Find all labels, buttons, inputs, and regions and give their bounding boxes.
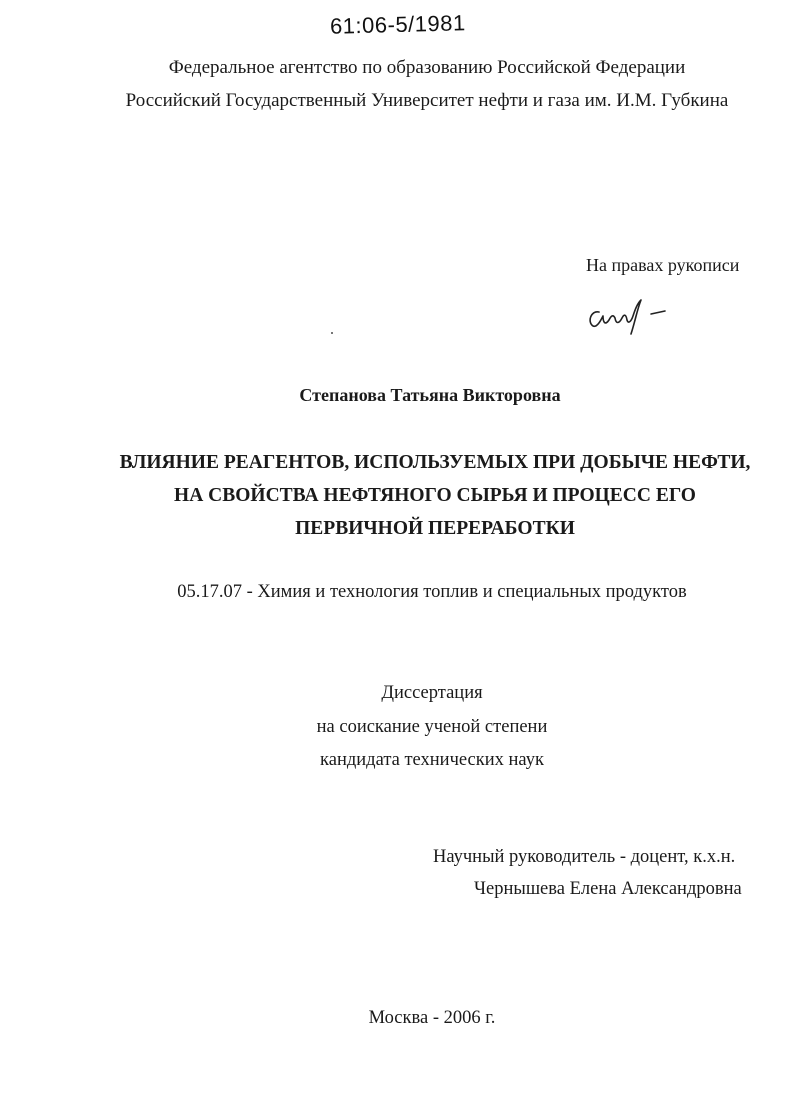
archive-stamp: 61:06-5/1981 — [329, 10, 466, 39]
degree-line-1: Диссертация — [381, 683, 483, 703]
scan-speck — [331, 332, 333, 334]
degree-line-3: кандидата технических наук — [320, 750, 544, 770]
agency-name: Федеральное агентство по образованию Российской Федерации — [168, 57, 686, 78]
supervisor-name: Чернышева Елена Александровна — [474, 879, 742, 899]
manuscript-rights-note: На правах рукописи — [586, 255, 740, 275]
dissertation-title-line-2: НА СВОЙСТВА НЕФТЯНОГО СЫРЬЯ И ПРОЦЕСС ЕГО — [174, 485, 696, 506]
supervisor-title: Научный руководитель - доцент, к.х.н. — [433, 847, 736, 867]
author-name: Степанова Татьяна Викторовна — [299, 385, 561, 405]
dissertation-title-line-1: ВЛИЯНИЕ РЕАГЕНТОВ, ИСПОЛЬЗУЕМЫХ ПРИ ДОБЫЧЕ НЕФТИ, — [119, 452, 751, 473]
degree-line-2: на соискание ученой степени — [316, 717, 548, 737]
city-year: Москва - 2006 г. — [368, 1008, 496, 1028]
specialty-code: 05.17.07 - Химия и технология топлив и специальных продуктов — [177, 582, 687, 602]
dissertation-title-line-3: ПЕРВИЧНОЙ ПЕРЕРАБОТКИ — [295, 518, 575, 539]
handwritten-signature — [585, 290, 675, 338]
university-name: Российский Государственный Университет нефти и газа им. И.М. Губкина — [125, 90, 729, 111]
